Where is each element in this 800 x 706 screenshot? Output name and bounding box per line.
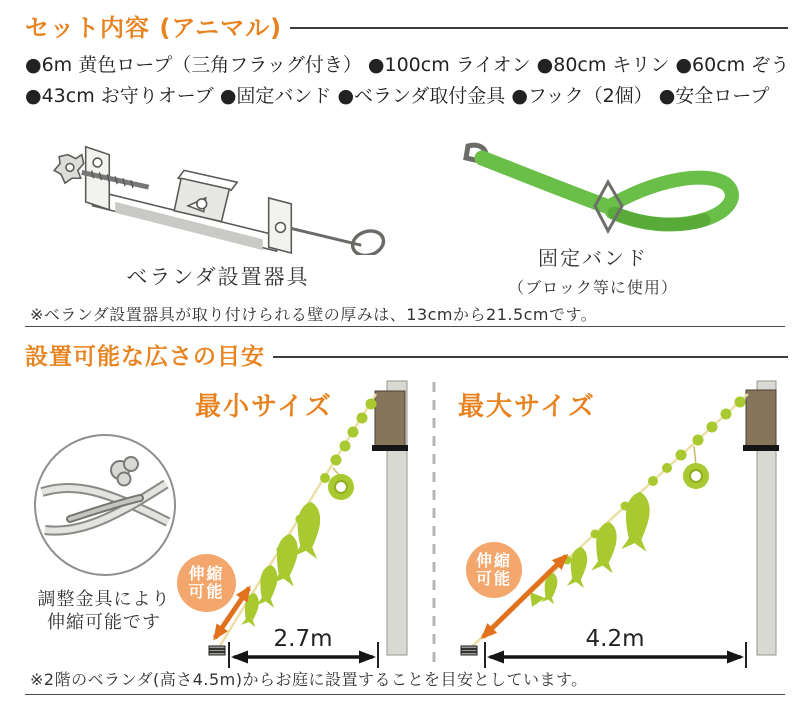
- max-stretch-badge: 伸縮 可能: [466, 542, 522, 598]
- set-items-line-2: ●43cm お守りオーブ ●固定バンド ●ベランダ取付金具 ●フック（2個） ●安全ロープ: [25, 85, 770, 107]
- min-width-label: 2.7m: [273, 626, 333, 652]
- wall-thickness-note: ※ベランダ設置器具が取り付けられる壁の厚みは、13cmから21.5cmです。: [30, 305, 598, 324]
- max-ground-anchor: [461, 646, 477, 655]
- divider-rule: [25, 694, 785, 695]
- fixing-strap-figure: [438, 136, 748, 298]
- divider-rule: [25, 326, 785, 327]
- section-size-guide-title: 設置可能な広さの目安: [25, 344, 265, 370]
- strap-drawing: [466, 145, 732, 231]
- min-size-title: 最小サイズ: [195, 392, 333, 422]
- set-items-list: [25, 50, 790, 112]
- min-stretch-badge: 伸縮 可能: [177, 554, 236, 612]
- max-balcony-mount: [746, 390, 776, 447]
- max-width-label: 4.2m: [585, 626, 645, 652]
- height-guide-note: ※2階のベランダ(高さ4.5m)からお庭に設置することを目安としています。: [30, 670, 588, 689]
- set-items-line-1: ●6m 黄色ロープ（三角フラッグ付き） ●100cm ライオン ●80cm キリン ●60cm ぞう: [25, 54, 790, 76]
- max-animal-garland: [530, 397, 746, 608]
- inset-caption-line-2: 伸縮可能です: [47, 612, 161, 633]
- fixing-strap-caption: 固定バンド: [538, 246, 648, 270]
- min-size-diagram: [209, 381, 408, 668]
- min-ground-anchor: [209, 646, 225, 655]
- installation-size-diagrams: [0, 372, 800, 672]
- fixing-strap-subcaption: （ブロック等に使用）: [508, 278, 678, 297]
- section-set-contents-header: [25, 8, 788, 43]
- rope-adjuster-inset: [35, 435, 175, 575]
- inset-caption-line-1: 調整金具により: [37, 589, 171, 610]
- clamp-drawing: [54, 147, 386, 255]
- header-rule-line: [290, 27, 788, 29]
- max-size-title: 最大サイズ: [458, 392, 596, 422]
- max-size-diagram: [461, 381, 779, 668]
- balcony-clamp-illustration: [48, 133, 388, 255]
- balcony-clamp-figure: [48, 133, 388, 291]
- min-animal-garland: [241, 399, 376, 628]
- section-set-contents-title: セット内容 (アニマル): [25, 14, 283, 42]
- fixing-strap-illustration: [438, 136, 748, 236]
- min-balcony-mount: [375, 391, 405, 447]
- section-size-guide-header: [25, 338, 788, 371]
- header-rule-line: [273, 356, 788, 358]
- balcony-clamp-caption: ベランダ設置器具: [126, 265, 310, 289]
